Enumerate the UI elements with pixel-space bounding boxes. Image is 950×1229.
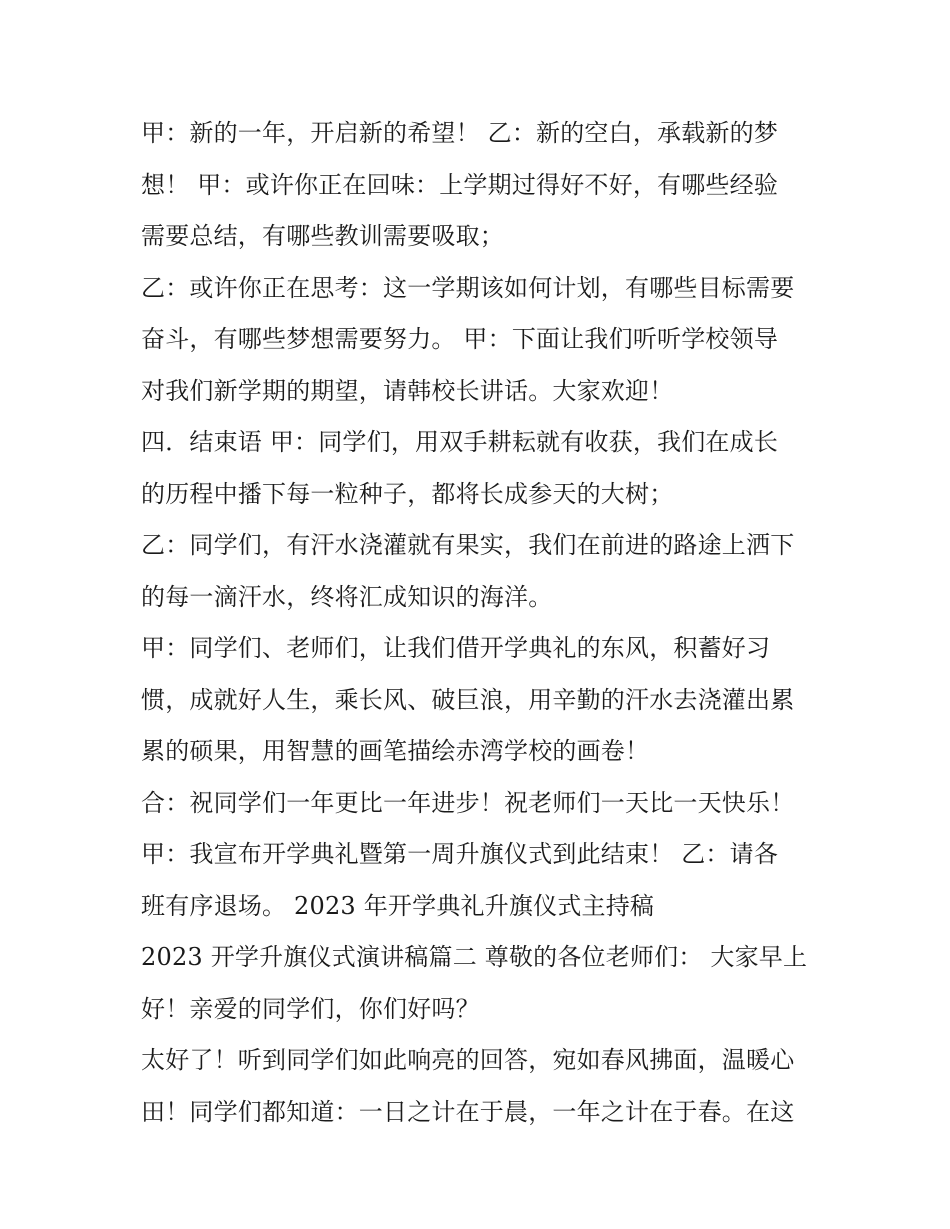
text-line: 惯，成就好人生，乘长风、破巨浪，用辛勤的汗水去浇灌出累 xyxy=(141,685,795,714)
text-line: 的历程中播下每一粒种子，都将长成参天的大树； xyxy=(141,479,674,508)
text-line: 乙：或许你正在思考：这一学期该如何计划，有哪些目标需要 xyxy=(141,273,795,302)
text-line: 想！ 甲：或许你正在回味：上学期过得好不好，有哪些经验 xyxy=(141,170,779,199)
text-line: 甲：同学们、老师们，让我们借开学典礼的东风，积蓄好习 xyxy=(141,634,771,662)
text-line: 奋斗，有哪些梦想需要努力。 甲：下面让我们听听学校领导 xyxy=(141,325,779,353)
body-text xyxy=(141,108,821,1138)
text-line: 对我们新学期的期望，请韩校长讲话。大家欢迎！ xyxy=(141,376,674,405)
text-line: 的每一滴汗水，终将汇成知识的海洋。 xyxy=(141,582,553,611)
text-line: 甲：我宣布开学典礼暨第一周升旗仪式到此结束！ 乙：请各 xyxy=(141,840,779,868)
text-line: 2023 开学升旗仪式演讲稿篇二 尊敬的各位老师们： 大家早上 xyxy=(141,943,808,971)
text-line: 四．结束语 甲：同学们，用双手耕耘就有收获，我们在成长 xyxy=(141,428,779,456)
text-line: 班有序退场。 2023 年开学典礼升旗仪式主持稿 xyxy=(141,891,655,920)
text-line: 太好了！听到同学们如此响亮的回答，宛如春风拂面，温暖心 xyxy=(141,1046,795,1074)
text-line: 合：祝同学们一年更比一年进步！祝老师们一天比一天快乐！ xyxy=(141,788,795,817)
text-line: 乙：同学们，有汗水浇灌就有果实，我们在前进的路途上洒下 xyxy=(141,531,795,559)
text-line: 累的硕果，用智慧的画笔描绘赤湾学校的画卷！ xyxy=(141,737,650,765)
text-line: 好！亲爱的同学们，你们好吗？ xyxy=(141,994,480,1023)
text-line: 需要总结，有哪些教训需要吸取； xyxy=(141,222,504,250)
text-line: 甲：新的一年，开启新的希望！ 乙：新的空白，承载新的梦 xyxy=(141,119,779,147)
text-line: 田！同学们都知道：一日之计在于晨，一年之计在于春。在这 xyxy=(141,1097,795,1126)
